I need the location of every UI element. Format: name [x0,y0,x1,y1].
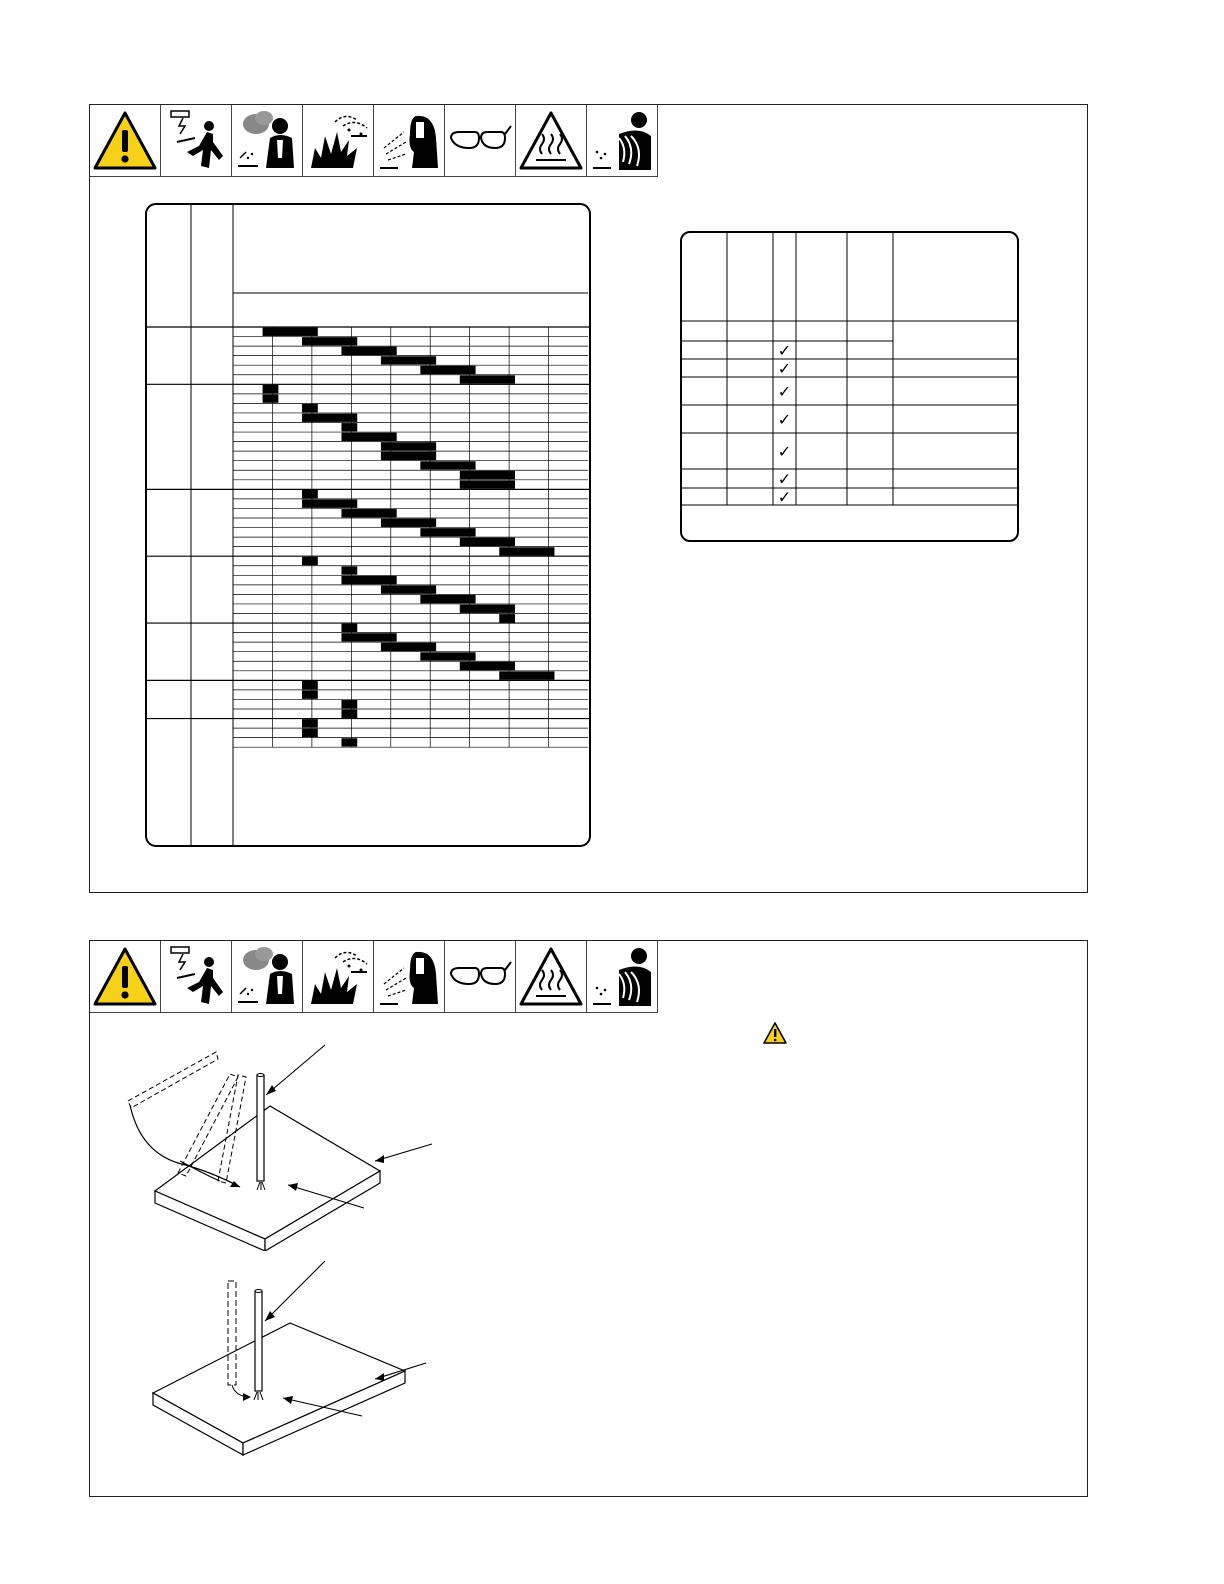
table-checkmark: ✓ [777,382,792,401]
arc-rays-face-shield-icon [374,941,445,1013]
range-bar [263,328,318,336]
range-bar [420,528,475,536]
amperage-range-chart-svg [145,203,591,847]
electrode-selection-panel [89,104,1088,893]
range-bar [341,509,396,517]
table-checkmark: ✓ [777,341,792,360]
striking-arc-panel [89,940,1088,1497]
electrode [257,1074,264,1182]
range-bar [420,652,475,660]
range-bar [460,662,515,670]
range-bar [420,461,475,469]
range-bar [460,471,515,479]
range-bar [499,547,554,555]
range-bar [341,566,357,574]
welding-sparks-body-icon [587,941,658,1013]
range-bar [381,643,436,651]
range-bar [302,490,318,498]
welding-sparks-body-icon [587,105,658,177]
workpiece-plate [153,1323,405,1455]
table-checkmark: ✓ [777,469,792,489]
safety-glasses-icon [445,105,516,177]
arc-rays-face-shield-icon [374,105,445,177]
range-bar [302,729,318,737]
range-bar [341,700,357,708]
fumes-icon [232,941,303,1013]
hot-surface-icon [516,941,587,1013]
range-bar [302,691,318,699]
table-checkmark: ✓ [777,442,792,461]
range-bar [302,500,357,508]
range-bar [341,347,396,355]
safety-icon-strip [90,941,658,1015]
range-bar [499,671,554,679]
range-bar [302,404,318,412]
range-bar [341,423,357,431]
amperage-range-chart [145,203,591,847]
electrode-type-table [680,231,1019,542]
range-bar [341,576,396,584]
range-bar [302,414,357,422]
range-bar [341,710,357,718]
table-border [681,232,1018,541]
range-bar [381,356,436,364]
range-bar [381,519,436,527]
range-bar [302,557,318,565]
range-bar [341,633,396,641]
electrode [255,1290,262,1392]
fumes-icon [232,105,303,177]
safety-icon-strip [90,105,658,179]
range-bar [341,624,357,632]
warning-triangle-icon [90,105,161,177]
range-bar [499,614,515,622]
range-bar [302,719,318,727]
workpiece-plate [155,1106,380,1251]
range-bar [302,337,357,345]
warning-triangle-icon [90,941,161,1013]
range-bar [302,681,318,689]
fire-explosion-icon [303,105,374,177]
range-bar [381,442,436,450]
table-checkmark: ✓ [777,359,792,378]
range-bar [341,433,396,441]
range-bar [460,538,515,546]
range-bar [460,480,515,488]
range-bar [381,452,436,460]
range-bar [460,605,515,613]
table-checkmark: ✓ [777,410,792,429]
range-bar [460,375,515,383]
table-checkmark: ✓ [777,487,792,507]
range-bar [381,585,436,593]
hot-surface-icon [516,105,587,177]
range-bar [263,394,279,402]
tap-start-diagram [145,1251,445,1466]
electric-shock-icon [161,941,232,1013]
electrode-type-table-svg [680,231,1019,542]
range-bar [263,385,279,393]
range-bar [420,366,475,374]
chart-border [146,204,590,846]
electric-shock-icon [161,105,232,177]
scratch-start-diagram [120,1041,440,1251]
caution-triangle-icon [762,1021,788,1045]
fire-explosion-icon [303,941,374,1013]
range-bar [341,738,357,746]
safety-glasses-icon [445,941,516,1013]
range-bar [420,595,475,603]
